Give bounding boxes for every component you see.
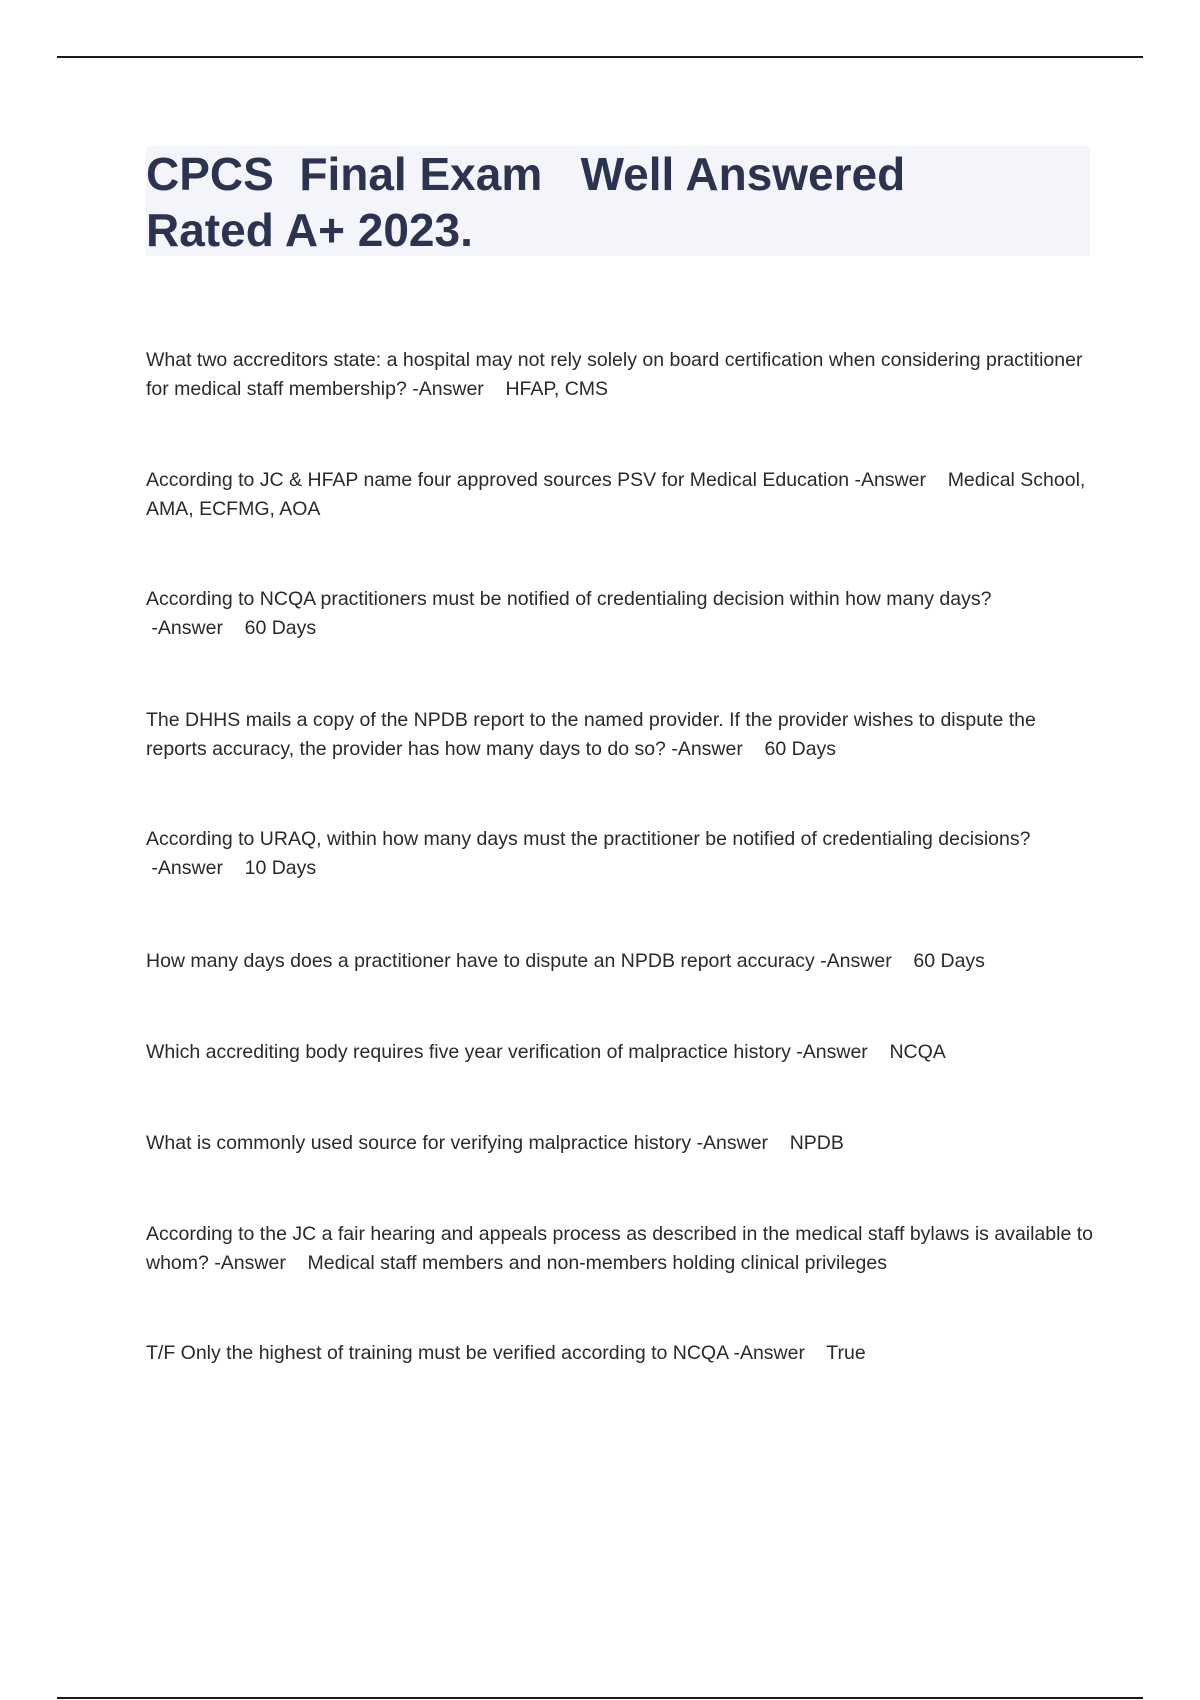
qa-item-5: [146, 825, 1096, 883]
qa-item-3: [146, 585, 1096, 643]
answer-text: NCQA: [889, 1041, 946, 1063]
header-rule: [57, 56, 1143, 58]
answer-label: -Answer: [406, 378, 506, 400]
answer-label: -Answer: [849, 469, 948, 491]
title-line-2: Rated A+ 2023.: [146, 204, 473, 256]
question-text: What two accreditors state: a hospital may not rely solely on board certification when considering practitioner for medical staff membership?: [146, 349, 1083, 400]
title-line-1: CPCS Final Exam Well Answered: [146, 148, 906, 200]
answer-label: -Answer: [728, 1342, 827, 1364]
answer-text: 10 Days: [244, 857, 317, 879]
answer-text: NPDB: [789, 1132, 844, 1154]
answer-text: 60 Days: [244, 617, 317, 639]
question-text: According to URAQ, within how many days must the practitioner be notified of credentialing decisions?: [146, 828, 1031, 850]
qa-item-4: [146, 706, 1096, 764]
question-text: How many days does a practitioner have to dispute an NPDB report accuracy: [146, 950, 815, 972]
answer-text: 60 Days: [764, 738, 837, 760]
answer-label: -Answer: [814, 950, 914, 972]
answer-text: Medical staff members and non-members holding clinical privileges: [307, 1252, 887, 1274]
answer-label: -Answer: [665, 738, 765, 760]
answer-text: 60 Days: [913, 950, 985, 972]
qa-item-7: [146, 1038, 1096, 1067]
qa-item-8: [146, 1129, 1096, 1158]
answer-label: -Answer: [790, 1041, 890, 1063]
qa-item-1: [146, 346, 1096, 404]
question-text: What is commonly used source for verifying malpractice history: [146, 1132, 692, 1154]
answer-text: True: [826, 1342, 866, 1364]
question-text: According to the JC a fair hearing and appeals process as described in the medical staff bylaws is available to whom?: [146, 1223, 1093, 1274]
answer-text: HFAP, CMS: [505, 378, 609, 400]
qa-item-2: [146, 466, 1096, 524]
question-text: T/F Only the highest of training must be verified according to NCQA: [146, 1342, 729, 1364]
qa-item-10: [146, 1339, 1096, 1368]
question-text: The DHHS mails a copy of the NPDB report to the named provider. If the provider wishes to dispute the reports accuracy, the provider has how many days to do so?: [146, 709, 1036, 760]
document-title: [146, 146, 1090, 256]
qa-item-9: [146, 1220, 1096, 1278]
answer-label: -Answer: [691, 1132, 790, 1154]
question-text: According to JC & HFAP name four approved sources PSV for Medical Education: [146, 469, 850, 491]
answer-label: -Answer: [146, 857, 245, 879]
question-text: Which accrediting body requires five year verification of malpractice history: [146, 1041, 791, 1063]
answer-label: -Answer: [146, 617, 245, 639]
question-text: According to NCQA practitioners must be notified of credentialing decision within how many days?: [146, 588, 992, 610]
qa-item-6: [146, 947, 1096, 976]
footer-rule: [57, 1697, 1143, 1699]
answer-label: -Answer: [208, 1252, 308, 1274]
answer-text: Medical School, AMA, ECFMG, AOA: [146, 469, 1086, 520]
